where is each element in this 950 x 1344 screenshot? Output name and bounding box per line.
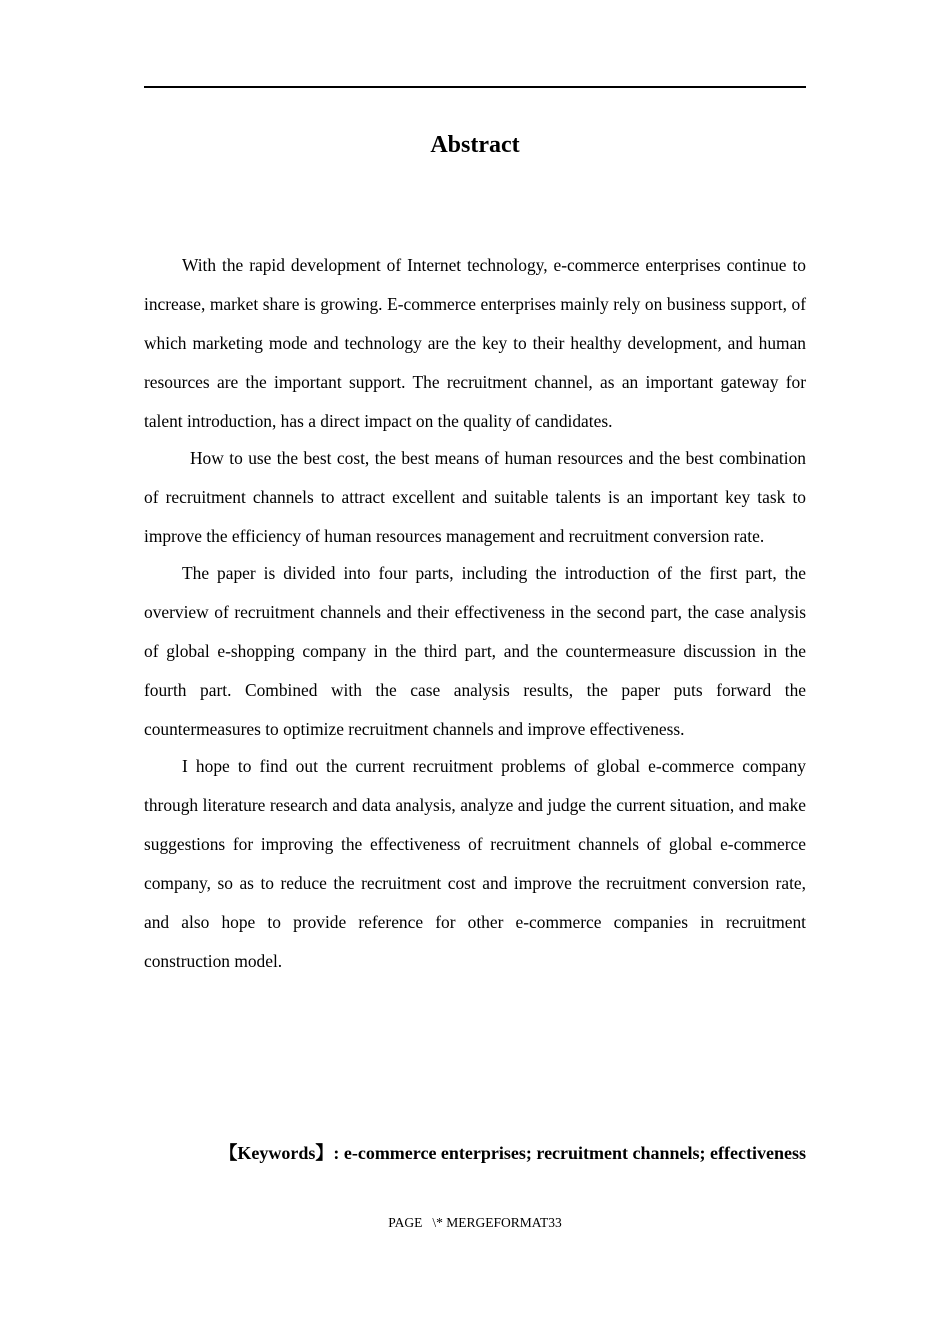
abstract-paragraph-4: I hope to find out the current recruitment problems of global e-commerce company through literature research and data analysis, analyze and judge the current situation, and make suggestions for improving the effectiveness of recruitment channels of global e-commerce company, so as to reduce the recruitment cost and improve the recruitment conversion rate, and also hope to provide reference for other e-commerce companies in recruitment construction model. [144, 756, 806, 971]
page-field-code: PAGE [388, 1215, 423, 1230]
abstract-title: Abstract [430, 132, 520, 158]
abstract-body [144, 246, 806, 981]
keywords-line [144, 1138, 806, 1168]
page-field-format: \* MERGEFORMAT33 [432, 1215, 562, 1230]
keywords-label: 【Keywords】: [219, 1143, 340, 1163]
abstract-paragraph-1: With the rapid development of Internet technology, e-commerce enterprises continue to increase, market share is growing. E-commerce enterprises mainly rely on business support, of which marketing mode and technology are the key to their healthy development, and human resources are the important support. The recruitment channel, as an important gateway for talent introduction, has a direct impact on the quality of candidates. [144, 255, 806, 431]
abstract-paragraph-2: How to use the best cost, the best means of human resources and the best combination of recruitment channels to attract excellent and suitable talents is an important key task to improve the efficiency of human resources management and recruitment conversion rate. [144, 448, 806, 546]
page-footer [144, 1213, 806, 1233]
abstract-paragraph-3: The paper is divided into four parts, including the introduction of the first part, the overview of recruitment channels and their effectiveness in the second part, the case analysis of global e-shopping company in the third part, and the countermeasure discussion in the fourth part. Combined with the case analysis results, the paper puts forward the countermeasures to optimize recruitment channels and improve effectiveness. [144, 563, 806, 739]
keywords-text: e-commerce enterprises; recruitment channels; effectiveness [343, 1143, 806, 1163]
header-rule [144, 86, 806, 88]
